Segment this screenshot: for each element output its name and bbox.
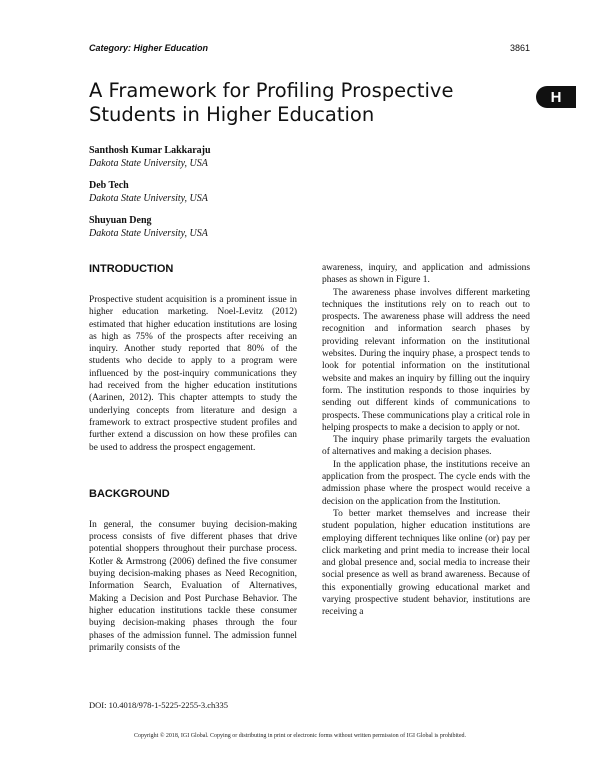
author-name: Santhosh Kumar Lakkaraju [89,145,211,156]
author-block [89,144,389,170]
doi: DOI: 10.4018/978-1-5225-2255-3.ch335 [89,700,229,710]
section-badge: H [536,86,576,108]
background-heading: BACKGROUND [89,487,170,500]
background-paragraph: In general, the consumer buying decision-making process consists of five different phases that drive potential shoppers throughout their purchase process. Kotler & Armstrong (2006) defined the five consumer buying decision-making phases as Need Recognition, Information Search, Evaluation of Alternatives, Making a Decision and Post Purchase Behavior. The higher education institutions tackle these consumer buying decision-making phases through the four phases of the admission funnel. The admission funnel primarily consists of the [89,519,297,653]
introduction-heading: INTRODUCTION [89,263,174,275]
author-block [89,179,389,205]
left-column [89,262,297,654]
author-block [89,214,389,240]
body-paragraph: To better market themselves and increase their student population, higher education institutions are employing different techniques like online (or) pay per click marketing and print media to increase their local and global presence and, social media to increase their social presence as well as brand awareness. Because of this exponentially growing educational market and varying prospective student behavior, institutions are receiving a [322,508,530,618]
paper-title: A Framework for Profiling Prospective Students in Higher Education [89,79,454,126]
body-paragraph: The inquiry phase primarily targets the evaluation of alternatives and making a decision phases. [322,435,530,458]
author-list [89,144,389,249]
category-label: Category: Higher Education [89,43,209,53]
author-affiliation: Dakota State University, USA [89,228,208,239]
author-name: Shuyuan Deng [89,215,152,226]
body-paragraph: The awareness phase involves different marketing techniques the institutions rely on to reach out to prospects. The awareness phase will address the need recognition and information search phases by providing relevant information on the institutional websites. During the inquiry phase, a prospect tends to look for potential information on the institutional website and makes an inquiry by filling out the inquiry form. The institution responds to those inquiries by sending out different kinds of communications to prospects. These communications play a critical role in helping prospects to make a decision to apply or not. [322,287,530,433]
copyright-notice: Copyright © 2018, IGI Global. Copying or distributing in print or electronic forms without written permission of IGI Global is prohibited. [133,733,466,739]
body-paragraph: awareness, inquiry, and application and admissions phases as shown in Figure 1. [322,263,530,286]
page-number: 3861 [509,43,530,53]
author-name: Deb Tech [89,180,129,191]
introduction-paragraph: Prospective student acquisition is a prominent issue in higher education marketing. Noel-Levitz (2012) estimated that higher education institutions are losing as high as 75% of the prospects after receiving an inquiry. Another study reported that 80% of the students who decide to apply to a program were influenced by the post-inquiry communications they had received from the higher education institutions (Aarinen, 2012). This chapter attempts to study the underlying concepts from literature and design a framework to extract prospective student profiles and further extend a discussion on how these profiles can be used to address the prospect engagement. [89,295,297,453]
author-affiliation: Dakota State University, USA [89,158,208,169]
right-column [322,262,530,619]
body-paragraph: In the application phase, the institutions receive an application from the prospect. The cycle ends with the admission phase where the prospect would receive a decision on the application from the Institution. [322,459,530,507]
author-affiliation: Dakota State University, USA [89,193,208,204]
